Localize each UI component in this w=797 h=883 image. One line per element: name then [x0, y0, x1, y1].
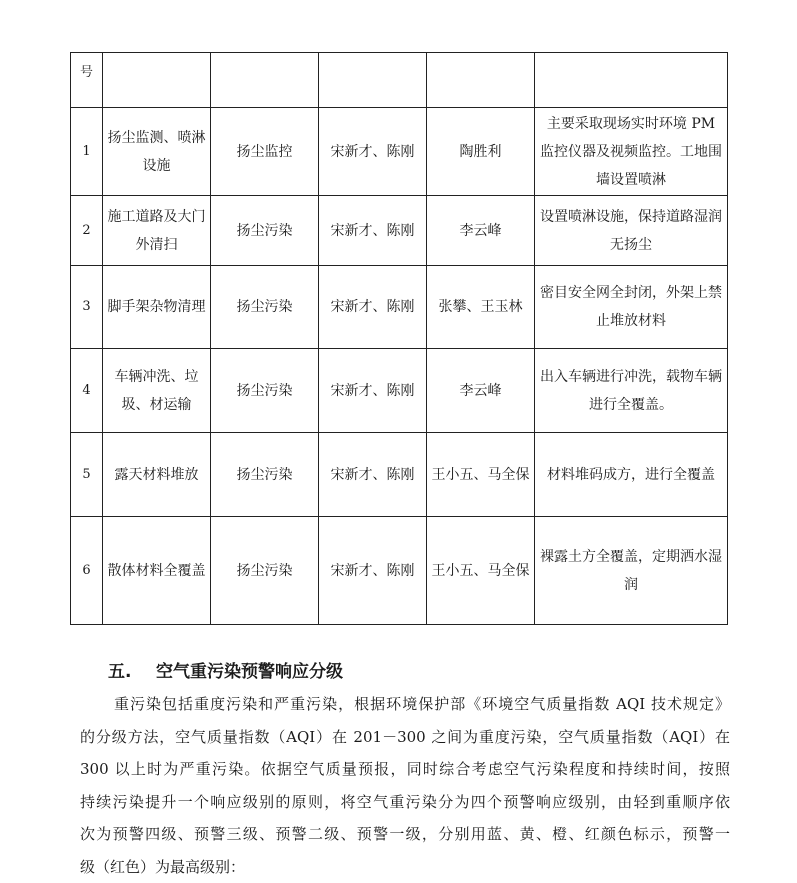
row-number: 5 — [71, 433, 103, 517]
row-item: 散体材料全覆盖 — [103, 517, 211, 625]
paragraph-line: 级（红色）为最高级别： — [80, 851, 730, 883]
row-number: 3 — [71, 266, 103, 349]
table-row — [71, 108, 728, 196]
row-item: 露天材料堆放 — [103, 433, 211, 517]
section-number: 五. — [108, 657, 156, 682]
row-measure: 材料堆码成方，进行全覆盖 — [535, 433, 728, 517]
paragraph-line: 300 以上时为严重污染。依据空气质量预报，同时综合考虑空气污染程度和持续时间，按照 — [80, 753, 730, 786]
table-row — [71, 266, 728, 349]
column-no-header: 号 — [71, 53, 103, 108]
row-person: 王小五、马全保 — [427, 517, 535, 625]
row-person: 李云峰 — [427, 349, 535, 433]
pollution-control-table — [70, 52, 728, 625]
row-leader: 宋新才、陈刚 — [319, 517, 427, 625]
row-type: 扬尘污染 — [211, 196, 319, 266]
row-person: 王小五、马全保 — [427, 433, 535, 517]
row-type: 扬尘监控 — [211, 108, 319, 196]
row-leader: 宋新才、陈刚 — [319, 266, 427, 349]
row-measure: 出入车辆进行冲洗，载物车辆进行全覆盖。 — [535, 349, 728, 433]
paragraph-line: 的分级方法，空气质量指数（AQI）在 201－300 之间为重度污染，空气质量指数（AQI）在 — [80, 721, 730, 754]
pollution-control-table-container — [70, 52, 728, 625]
column-measure-header — [535, 53, 728, 108]
row-type: 扬尘污染 — [211, 517, 319, 625]
column-type-header — [211, 53, 319, 108]
row-type: 扬尘污染 — [211, 433, 319, 517]
row-item: 脚手架杂物清理 — [103, 266, 211, 349]
row-item: 施工道路及大门外清扫 — [103, 196, 211, 266]
row-person: 李云峰 — [427, 196, 535, 266]
row-leader: 宋新才、陈刚 — [319, 349, 427, 433]
column-item-header — [103, 53, 211, 108]
column-leader-header — [319, 53, 427, 108]
row-measure: 设置喷淋设施，保持道路湿润无扬尘 — [535, 196, 728, 266]
row-leader: 宋新才、陈刚 — [319, 196, 427, 266]
row-number: 6 — [71, 517, 103, 625]
column-person-header — [427, 53, 535, 108]
row-type: 扬尘污染 — [211, 349, 319, 433]
row-type: 扬尘污染 — [211, 266, 319, 349]
row-number: 1 — [71, 108, 103, 196]
row-leader: 宋新才、陈刚 — [319, 433, 427, 517]
row-number: 4 — [71, 349, 103, 433]
row-item: 车辆冲洗、垃圾、材运输 — [103, 349, 211, 433]
table-row-header-fragment — [71, 53, 728, 108]
table-row — [71, 517, 728, 625]
paragraph-line: 持续污染提升一个响应级别的原则，将空气重污染分为四个预警响应级别，由轻到重顺序依 — [80, 786, 730, 819]
paragraph-line: 重污染包括重度污染和严重污染，根据环境保护部《环境空气质量指数 AQI 技术规定》 — [80, 688, 730, 721]
table-row — [71, 196, 728, 266]
row-person: 陶胜利 — [427, 108, 535, 196]
section-title: 空气重污染预警响应分级 — [156, 662, 343, 682]
row-measure: 主要采取现场实时环境 PM 监控仪器及视频监控。工地围墙设置喷淋 — [535, 108, 728, 196]
section-heading — [108, 657, 343, 682]
section-paragraph — [80, 688, 730, 883]
table-row — [71, 433, 728, 517]
row-leader: 宋新才、陈刚 — [319, 108, 427, 196]
row-person: 张攀、王玉林 — [427, 266, 535, 349]
row-item: 扬尘监测、喷淋设施 — [103, 108, 211, 196]
table-row — [71, 349, 728, 433]
row-measure: 密目安全网全封闭，外架上禁止堆放材料 — [535, 266, 728, 349]
row-number: 2 — [71, 196, 103, 266]
row-measure: 裸露土方全覆盖，定期洒水湿润 — [535, 517, 728, 625]
paragraph-line: 次为预警四级、预警三级、预警二级、预警一级，分别用蓝、黄、橙、红颜色标示，预警一 — [80, 818, 730, 851]
